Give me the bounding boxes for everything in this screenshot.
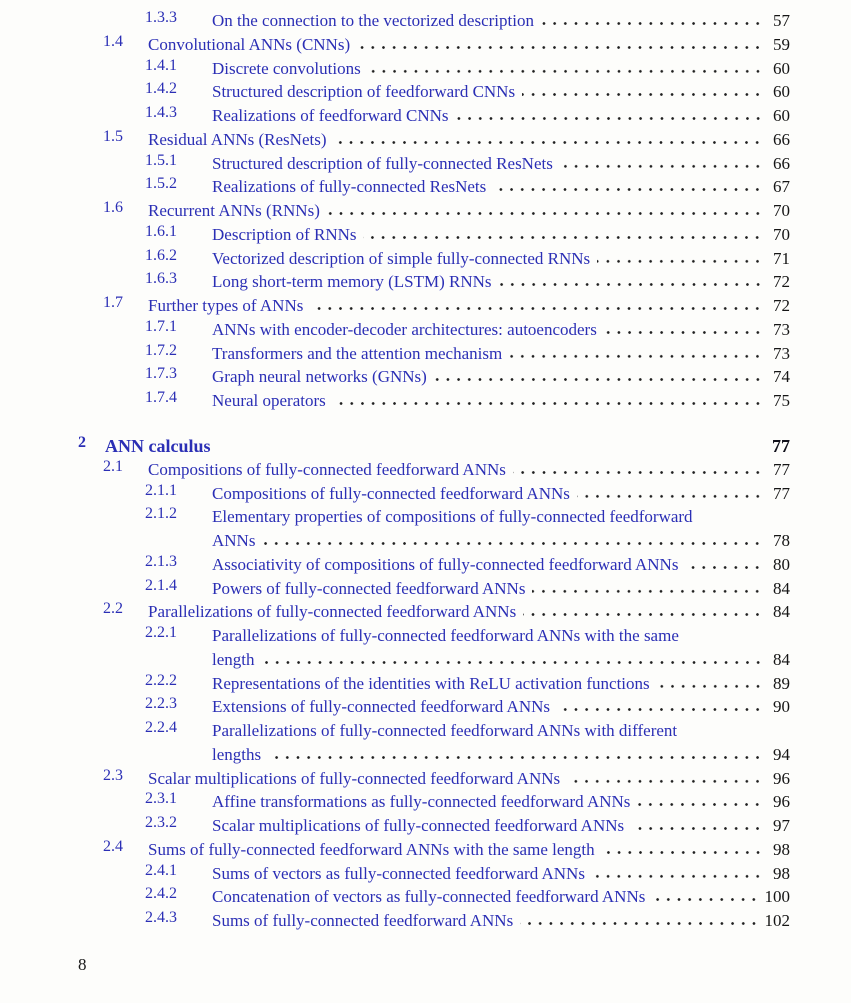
toc-entry-line xyxy=(212,104,790,128)
dot-leader xyxy=(604,327,763,338)
toc-entry-2[interactable] xyxy=(78,434,790,458)
toc-entry-line xyxy=(212,790,790,814)
toc-entry-title: Concatenation of vectors as fully-connected feedforward ANNs xyxy=(212,887,646,907)
toc-entry-line xyxy=(148,294,790,318)
toc-entry-line xyxy=(212,175,790,199)
toc-entry-body xyxy=(212,318,790,342)
toc-entry-title-continued: lengths xyxy=(212,744,262,764)
toc-entry-line xyxy=(148,33,790,57)
toc-entry-number: 2 xyxy=(78,433,86,451)
toc-entry-title: Affine transformations as fully-connected feedforward ANNs xyxy=(212,792,631,812)
toc-entry-body xyxy=(212,862,790,886)
toc-entry-page: 66 xyxy=(773,129,790,149)
toc-entry-title-continued: length xyxy=(212,649,255,669)
toc-entry-body xyxy=(212,719,790,767)
toc-entry-1-6-1[interactable] xyxy=(145,223,790,247)
dot-leader xyxy=(560,160,763,171)
toc-entry-body xyxy=(212,223,790,247)
toc-entry-number: 1.5.1 xyxy=(145,151,177,169)
dot-leader xyxy=(268,752,763,763)
toc-entry-line xyxy=(212,152,790,176)
toc-entry-page: 80 xyxy=(773,554,790,574)
toc-entry-number: 2.2.3 xyxy=(145,695,177,713)
dot-leader xyxy=(357,42,763,53)
dot-leader xyxy=(456,113,763,124)
toc-entry-2-4-2[interactable] xyxy=(145,885,790,909)
toc-entry-title: Further types of ANNs xyxy=(148,296,304,315)
toc-entry-title: Graph neural networks (GNNs) xyxy=(212,367,427,387)
toc-entry-number: 2.4.2 xyxy=(145,885,177,903)
toc-entry-page: 94 xyxy=(773,744,790,764)
toc-entries xyxy=(0,9,851,933)
toc-entry-1-7-2[interactable] xyxy=(145,342,790,366)
toc-entry-title: Representations of the identities with ReLU activation functions xyxy=(212,673,650,693)
toc-entry-number: 1.6 xyxy=(103,199,123,216)
toc-entry-page: 73 xyxy=(773,319,790,339)
toc-entry-title: Recurrent ANNs (RNNs) xyxy=(148,201,320,220)
toc-entry-page: 74 xyxy=(773,367,790,387)
toc-entry-body xyxy=(212,814,790,838)
toc-entry-body xyxy=(212,152,790,176)
toc-entry-line xyxy=(148,600,790,624)
toc-entry-title: Long short-term memory (LSTM) RNNs xyxy=(212,272,492,292)
toc-entry-title: Powers of fully-connected feedforward ANNs xyxy=(212,578,526,598)
toc-entry-title: Scalar multiplications of fully-connected feedforward ANNs xyxy=(148,768,561,788)
toc-entry-number: 2.3 xyxy=(103,766,123,784)
toc-entry-title: Scalar multiplications of fully-connected feedforward ANNs xyxy=(212,816,625,835)
toc-entry-2-2-4[interactable] xyxy=(145,719,790,767)
toc-entry-number: 1.4.2 xyxy=(145,80,177,98)
toc-entry-2-3-1[interactable] xyxy=(145,790,790,814)
toc-entry-number: 2.4.1 xyxy=(145,861,177,879)
dot-leader xyxy=(577,490,763,501)
toc-entry-body xyxy=(148,458,790,482)
toc-entry-number: 1.7.4 xyxy=(145,389,177,406)
toc-entry-page: 84 xyxy=(773,578,790,598)
toc-entry-title: Elementary properties of compositions of fully-connected feedforward xyxy=(212,507,693,527)
toc-entry-2-1-1[interactable] xyxy=(145,482,790,506)
toc-entry-title: Residual ANNs (ResNets) xyxy=(148,129,327,149)
toc-entry-line xyxy=(212,814,790,838)
toc-entry-body xyxy=(212,389,790,413)
dot-leader xyxy=(262,538,763,549)
toc-entry-title: Neural operators xyxy=(212,391,326,410)
toc-entry-number: 2.1 xyxy=(103,457,123,475)
dot-leader xyxy=(523,609,763,620)
toc-entry-line xyxy=(212,695,790,719)
toc-entry-line xyxy=(105,434,790,458)
toc-entry-line xyxy=(148,458,790,482)
toc-entry-body xyxy=(212,342,790,366)
toc-entry-number: 1.6.1 xyxy=(145,222,177,240)
toc-entry-number: 2.3.1 xyxy=(145,790,177,808)
toc-entry-line xyxy=(148,838,790,862)
dot-leader xyxy=(333,137,763,148)
toc-entry-page: 59 xyxy=(773,34,790,54)
toc-entry-body xyxy=(105,434,790,458)
dot-leader xyxy=(631,823,763,834)
toc-entry-page: 60 xyxy=(773,82,790,102)
toc-entry-line xyxy=(212,57,790,81)
toc-entry-2-1-3[interactable] xyxy=(145,553,790,577)
toc-entry-body xyxy=(212,624,790,672)
toc-entry-body xyxy=(212,909,790,933)
toc-entry-page: 72 xyxy=(773,272,790,292)
toc-entry-line xyxy=(212,365,790,389)
toc-entry-page: 78 xyxy=(773,531,790,550)
toc-entry-line xyxy=(148,199,790,223)
dot-leader xyxy=(310,303,763,314)
toc-entry-number: 1.5 xyxy=(103,127,123,145)
toc-entry-number: 2.2.1 xyxy=(145,624,177,641)
toc-entry-title: Description of RNNs xyxy=(212,224,357,244)
toc-entry-1-6-2[interactable] xyxy=(145,247,790,271)
toc-entry-line xyxy=(212,247,790,271)
toc-entry-1-7[interactable] xyxy=(103,294,790,318)
toc-entry-body xyxy=(212,553,790,577)
toc-entry-page: 89 xyxy=(773,673,790,693)
toc-entry-title: Structured description of feedforward CNNs xyxy=(212,82,516,102)
toc-entry-title-continued: ANNs xyxy=(212,531,256,550)
toc-entry-body xyxy=(148,838,790,862)
toc-entry-2-2-3[interactable] xyxy=(145,695,790,719)
toc-entry-page: 77 xyxy=(773,483,790,503)
toc-entry-2-1-2[interactable] xyxy=(145,505,790,553)
toc-entry-page: 77 xyxy=(773,459,790,479)
toc-entry-page: 67 xyxy=(773,177,790,197)
toc-entry-page: 77 xyxy=(772,435,790,456)
toc-entry-number: 1.4 xyxy=(103,32,123,50)
toc-entry-line-continued xyxy=(212,529,790,553)
toc-entry-page: 102 xyxy=(764,911,790,930)
toc-entry-line xyxy=(212,9,790,33)
dot-leader xyxy=(637,799,763,810)
toc-entry-body xyxy=(212,790,790,814)
toc-entry-body xyxy=(148,199,790,223)
dot-leader xyxy=(522,89,763,100)
dot-leader xyxy=(657,680,763,691)
toc-entry-body xyxy=(212,80,790,104)
toc-entry-number: 2.2.4 xyxy=(145,719,177,736)
toc-entry-body xyxy=(148,33,790,57)
toc-entry-line xyxy=(212,553,790,577)
dot-leader xyxy=(652,894,759,905)
toc-entry-2-4-1[interactable] xyxy=(145,862,790,886)
toc-entry-body xyxy=(212,175,790,199)
toc-entry-1-5-2[interactable] xyxy=(145,175,790,199)
toc-entry-title: Realizations of fully-connected ResNets xyxy=(212,177,487,197)
toc-entry-number: 1.5.2 xyxy=(145,175,177,193)
toc-entry-page: 72 xyxy=(773,296,790,315)
toc-entry-body xyxy=(212,9,790,33)
toc-entry-number: 1.7.1 xyxy=(145,317,177,335)
toc-entry-line xyxy=(212,318,790,342)
toc-entry-body xyxy=(212,482,790,506)
toc-entry-body xyxy=(148,128,790,152)
dot-leader xyxy=(592,870,763,881)
toc-entry-title: ANN calculus xyxy=(105,435,211,456)
dot-leader xyxy=(434,374,763,385)
dot-leader xyxy=(567,775,763,786)
dot-leader xyxy=(368,65,763,76)
toc-entry-1-4-1[interactable] xyxy=(145,57,790,81)
toc-entry-title: Extensions of fully-connected feedforward ANNs xyxy=(212,697,551,717)
dot-leader xyxy=(513,467,763,478)
toc-entry-body xyxy=(212,270,790,294)
toc-entry-1-7-4[interactable] xyxy=(145,389,790,413)
toc-entry-number: 2.4 xyxy=(103,837,123,855)
toc-entry-page: 98 xyxy=(773,863,790,883)
toc-entry-1-4-3[interactable] xyxy=(145,104,790,128)
toc-entry-page: 97 xyxy=(773,816,790,835)
toc-entry-line xyxy=(148,128,790,152)
toc-entry-number: 1.6.3 xyxy=(145,270,177,288)
toc-entry-number: 2.1.3 xyxy=(145,552,177,570)
dot-leader xyxy=(327,208,763,219)
toc-entry-title: Convolutional ANNs (CNNs) xyxy=(148,34,351,54)
toc-entry-line xyxy=(212,885,790,909)
toc-entry-1-5[interactable] xyxy=(103,128,790,152)
toc-entry-title: On the connection to the vectorized description xyxy=(212,11,534,30)
toc-entry-line xyxy=(148,767,790,791)
dot-leader xyxy=(262,657,764,668)
toc-entry-line-continued xyxy=(212,648,790,672)
toc-entry-line xyxy=(212,80,790,104)
toc-entry-page: 96 xyxy=(773,792,790,812)
dot-leader xyxy=(509,350,763,361)
toc-entry-number: 1.4.3 xyxy=(145,104,177,121)
toc-entry-2-1[interactable] xyxy=(103,458,790,482)
toc-entry-line-continued xyxy=(212,743,790,767)
toc-entry-body xyxy=(212,695,790,719)
toc-entry-body xyxy=(212,247,790,271)
toc-entry-page: 71 xyxy=(773,248,790,268)
toc-entry-1-6[interactable] xyxy=(103,199,790,223)
toc-entry-body xyxy=(148,294,790,318)
toc-entry-body xyxy=(212,672,790,696)
toc-entry-page: 60 xyxy=(773,106,790,125)
dot-leader xyxy=(685,562,763,573)
toc-entry-page: 84 xyxy=(773,649,790,669)
toc-entry-body xyxy=(212,885,790,909)
toc-entry-page: 100 xyxy=(764,887,790,907)
toc-entry-2-3[interactable] xyxy=(103,767,790,791)
toc-entry-title: Transformers and the attention mechanism xyxy=(212,343,503,363)
toc-entry-number: 2.2 xyxy=(103,600,123,618)
toc-entry-page: 90 xyxy=(773,697,790,717)
toc-entry-line xyxy=(212,482,790,506)
toc-entry-line xyxy=(212,577,790,601)
toc-entry-page: 66 xyxy=(773,153,790,173)
toc-entry-line xyxy=(212,672,790,696)
toc-entry-1-5-1[interactable] xyxy=(145,152,790,176)
toc-entry-line xyxy=(212,862,790,886)
toc-entry-body xyxy=(148,600,790,624)
toc-entry-page: 75 xyxy=(773,391,790,410)
toc-entry-title: Sums of fully-connected feedforward ANNs with the same length xyxy=(148,839,595,859)
toc-entry-body xyxy=(212,104,790,128)
page-footer-number: 8 xyxy=(78,955,87,974)
toc-entry-page: 98 xyxy=(773,839,790,859)
dot-leader xyxy=(597,255,763,266)
toc-entry-line xyxy=(212,342,790,366)
toc-entry-page: 70 xyxy=(773,224,790,244)
toc-entry-number: 1.4.1 xyxy=(145,56,177,74)
toc-entry-line xyxy=(212,624,790,648)
toc-entry-line xyxy=(212,909,790,933)
dot-leader xyxy=(333,398,763,409)
toc-entry-title: Compositions of fully-connected feedforward ANNs xyxy=(212,483,570,503)
toc-entry-number: 2.3.2 xyxy=(145,814,177,831)
toc-entry-2-2-2[interactable] xyxy=(145,672,790,696)
dot-leader xyxy=(520,918,759,929)
toc-entry-2-3-2[interactable] xyxy=(145,814,790,838)
toc-entry-2-4[interactable] xyxy=(103,838,790,862)
toc-entry-body xyxy=(148,767,790,791)
toc-entry-body xyxy=(212,505,790,553)
toc-entry-title: Sums of fully-connected feedforward ANNs xyxy=(212,911,514,930)
toc-entry-page: 73 xyxy=(773,343,790,363)
dot-leader xyxy=(557,704,763,715)
toc-entry-number: 1.7 xyxy=(103,294,123,311)
dot-leader xyxy=(602,847,763,858)
toc-entry-page: 96 xyxy=(773,768,790,788)
toc-entry-2-1-4[interactable] xyxy=(145,577,790,601)
dot-leader xyxy=(218,443,763,454)
toc-entry-title: Parallelizations of fully-connected feedforward ANNs xyxy=(148,602,517,622)
toc-entry-title: ANNs with encoder-decoder architectures: autoencoders xyxy=(212,319,597,339)
toc-entry-page: 57 xyxy=(773,11,790,30)
toc-entry-number: 1.7.3 xyxy=(145,365,177,383)
toc-entry-1-4-2[interactable] xyxy=(145,80,790,104)
toc-entry-page: 70 xyxy=(773,201,790,220)
toc-entry-body xyxy=(212,577,790,601)
toc-entry-title: Parallelizations of fully-connected feedforward ANNs with different xyxy=(212,721,678,740)
toc-entry-1-7-3[interactable] xyxy=(145,365,790,389)
toc-entry-title: Structured description of fully-connected ResNets xyxy=(212,153,553,173)
dot-leader xyxy=(363,232,763,243)
toc-entry-1-3-3[interactable] xyxy=(145,9,790,33)
dot-leader xyxy=(499,279,763,290)
toc-entry-1-6-3[interactable] xyxy=(145,270,790,294)
toc-entry-number: 1.7.2 xyxy=(145,341,177,359)
toc-entry-title: Compositions of fully-connected feedforward ANNs xyxy=(148,459,506,479)
toc-entry-title: Discrete convolutions xyxy=(212,58,361,78)
dot-leader xyxy=(541,18,763,29)
toc-entry-title: Vectorized description of simple fully-connected RNNs xyxy=(212,248,591,268)
toc-entry-line xyxy=(212,389,790,413)
dot-leader xyxy=(493,184,763,195)
toc-entry-line xyxy=(212,505,790,529)
toc-entry-number: 1.3.3 xyxy=(145,9,177,26)
toc-entry-number: 2.1.4 xyxy=(145,576,177,594)
toc-entry-2-2-1[interactable] xyxy=(145,624,790,672)
toc-entry-1-7-1[interactable] xyxy=(145,318,790,342)
toc-entry-body xyxy=(212,57,790,81)
toc-entry-1-4[interactable] xyxy=(103,33,790,57)
toc-entry-number: 2.2.2 xyxy=(145,671,177,689)
toc-entry-body xyxy=(212,365,790,389)
toc-entry-title: Associativity of compositions of fully-connected feedforward ANNs xyxy=(212,554,679,574)
toc-entry-line xyxy=(212,719,790,743)
toc-entry-2-4-3[interactable] xyxy=(145,909,790,933)
toc-entry-title: Parallelizations of fully-connected feedforward ANNs with the same xyxy=(212,626,679,645)
dot-leader xyxy=(532,585,763,596)
toc-entry-number: 2.1.2 xyxy=(145,505,177,523)
toc-entry-number: 1.6.2 xyxy=(145,246,177,264)
toc-entry-line xyxy=(212,223,790,247)
toc-entry-2-2[interactable] xyxy=(103,600,790,624)
toc-entry-title: Sums of vectors as fully-connected feedforward ANNs xyxy=(212,863,585,883)
toc-entry-page: 60 xyxy=(773,58,790,78)
toc-entry-line xyxy=(212,270,790,294)
toc-entry-number: 2.1.1 xyxy=(145,481,177,499)
toc-entry-page: 84 xyxy=(773,602,790,622)
toc-entry-number: 2.4.3 xyxy=(145,909,177,926)
toc-entry-title: Realizations of feedforward CNNs xyxy=(212,106,449,125)
